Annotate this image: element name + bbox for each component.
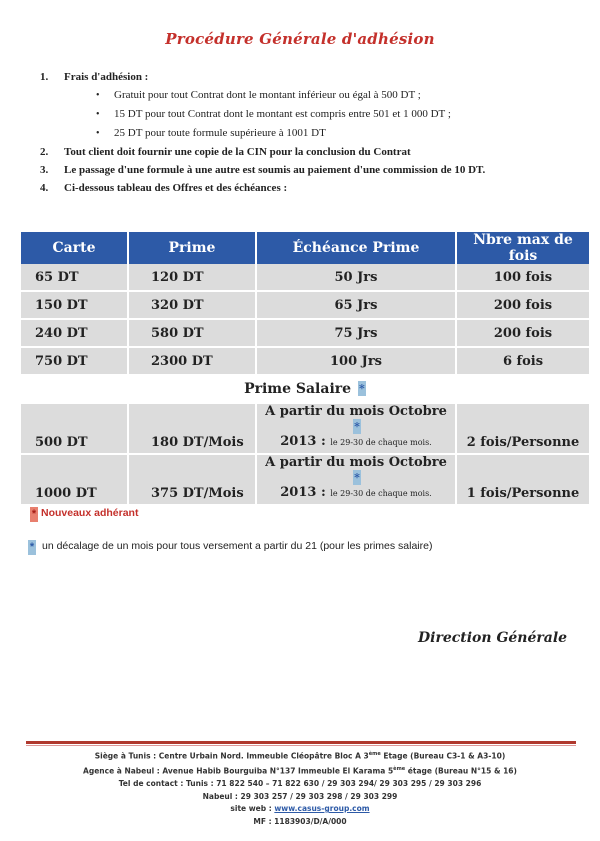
footer-line-agence <box>0 763 600 778</box>
echeance-year: 2013 : <box>280 434 326 449</box>
list-text: Ci-dessous tableau des Offres et des échéances : <box>64 182 288 194</box>
salaire-header-cell <box>21 376 589 404</box>
cell-nbre: 1 fois/Personne <box>457 455 589 506</box>
cell-echeance <box>257 455 457 506</box>
cell-nbre: 2 fois/Personne <box>457 404 589 455</box>
footer <box>0 748 600 828</box>
cell-echeance: 65 Jrs <box>257 292 457 320</box>
list-item <box>40 68 580 86</box>
table-row <box>21 404 589 455</box>
footer-sup: ème <box>368 751 381 757</box>
asterisk-icon: * <box>354 420 360 433</box>
list-number: 4. <box>40 182 49 194</box>
footer-divider <box>26 741 576 744</box>
bullet-icon: • <box>96 109 100 120</box>
cell-nbre: 100 fois <box>457 264 589 292</box>
cell-prime: 2300 DT <box>129 348 257 376</box>
website-link[interactable]: www.casus-group.com <box>274 804 370 813</box>
salaire-section-header <box>21 376 589 404</box>
fee-text: Gratuit pour tout Contrat dont le montant inférieur ou égal à 500 DT ; <box>114 89 421 101</box>
list-number: 2. <box>40 146 49 158</box>
footer-text: Etage (Bureau C3-1 & A3-10) <box>380 751 506 761</box>
echeance-note: le 29-30 de chaque mois. <box>330 438 432 447</box>
salary-delay-text: un décalage de un mois pour tous versement a partir du 21 (pour les primes salaire) <box>42 540 433 552</box>
fee-text: 15 DT pour tout Contrat dont le montant est compris entre 501 et 1 000 DT ; <box>114 108 451 120</box>
cell-prime: 580 DT <box>129 320 257 348</box>
footer-line-tel: Tel de contact : Tunis : 71 822 540 – 71 822 630 / 29 303 294/ 29 303 295 / 29 303 296 <box>118 779 482 788</box>
salary-delay-note <box>28 540 432 555</box>
cell-prime: 180 DT/Mois <box>129 404 257 455</box>
table-row <box>21 264 589 292</box>
cell-echeance: 100 Jrs <box>257 348 457 376</box>
footer-line-mf: MF : 1183903/D/A/000 <box>253 816 347 826</box>
cell-carte: 65 DT <box>21 264 129 292</box>
new-member-text: Nouveaux adhérant <box>41 507 139 519</box>
bullet-icon: • <box>96 90 100 101</box>
list-number: 1. <box>40 71 49 83</box>
cell-prime: 120 DT <box>129 264 257 292</box>
asterisk-icon: * <box>29 541 35 553</box>
cell-prime: 375 DT/Mois <box>129 455 257 506</box>
echeance-line: A partir du mois Octobre <box>265 404 447 419</box>
footer-sup: ème <box>393 766 406 772</box>
table-row <box>21 320 589 348</box>
asterisk-icon: * <box>31 508 37 520</box>
table-row <box>21 455 589 506</box>
footer-text: Siège à Tunis : Centre Urbain Nord. Immeuble Cléopâtre Bloc A 3 <box>94 751 369 761</box>
asterisk-icon: * <box>359 382 365 395</box>
signature: Direction Générale <box>418 630 568 646</box>
list-text: Tout client doit fournir une copie de la CIN pour la conclusion du Contrat <box>64 146 411 158</box>
echeance-year: 2013 : <box>280 485 326 500</box>
document-title: Procédure Générale d'adhésion <box>165 30 435 48</box>
table-row <box>21 348 589 376</box>
cell-echeance: 75 Jrs <box>257 320 457 348</box>
cell-echeance <box>257 404 457 455</box>
column-header-carte: Carte <box>21 232 129 264</box>
column-header-prime: Prime <box>129 232 257 264</box>
salaire-header-label: Prime Salaire <box>244 381 352 397</box>
asterisk-icon: * <box>354 471 360 484</box>
footer-divider-thin <box>26 745 576 746</box>
new-member-note <box>30 507 138 522</box>
table-row <box>21 292 589 320</box>
cell-prime: 320 DT <box>129 292 257 320</box>
fee-item <box>40 105 580 124</box>
cell-carte: 240 DT <box>21 320 129 348</box>
echeance-line: A partir du mois Octobre <box>265 455 447 470</box>
list-item <box>40 161 580 179</box>
column-header-echeance: Échéance Prime <box>257 232 457 264</box>
table-header-row <box>21 232 589 264</box>
column-header-nbre: Nbre max de fois <box>457 232 589 264</box>
cell-nbre: 200 fois <box>457 320 589 348</box>
list-item <box>40 179 580 197</box>
bullet-icon: • <box>96 128 100 139</box>
footer-text: site web : <box>230 804 272 813</box>
footer-line-siege <box>0 748 600 763</box>
cell-carte: 750 DT <box>21 348 129 376</box>
fee-text: 25 DT pour toute formule supérieure à 1001 DT <box>114 127 326 139</box>
cell-echeance: 50 Jrs <box>257 264 457 292</box>
list-text: Le passage d'une formule à une autre est soumis au paiement d'une commission de 10 DT. <box>64 164 486 176</box>
footer-line-nabeul: Nabeul : 29 303 257 / 29 303 298 / 29 303 299 <box>202 791 398 801</box>
fee-item <box>40 86 580 105</box>
fee-item <box>40 124 580 143</box>
cell-nbre: 200 fois <box>457 292 589 320</box>
cell-carte: 500 DT <box>21 404 129 455</box>
echeance-text <box>263 455 449 501</box>
footer-line-website <box>0 803 600 816</box>
list-item <box>40 143 580 161</box>
procedure-list <box>40 68 580 197</box>
list-text: Frais d'adhésion : <box>64 71 149 83</box>
cell-carte: 1000 DT <box>21 455 129 506</box>
footer-text: étage (Bureau N°15 & 16) <box>405 766 517 776</box>
offers-table <box>21 232 589 506</box>
footer-text: Agence à Nabeul : Avenue Habib Bourguiba N°137 Immeuble El Karama 5 <box>83 766 394 776</box>
echeance-note: le 29-30 de chaque mois. <box>330 489 432 498</box>
list-number: 3. <box>40 164 49 176</box>
cell-carte: 150 DT <box>21 292 129 320</box>
cell-nbre: 6 fois <box>457 348 589 376</box>
echeance-text <box>263 404 449 450</box>
